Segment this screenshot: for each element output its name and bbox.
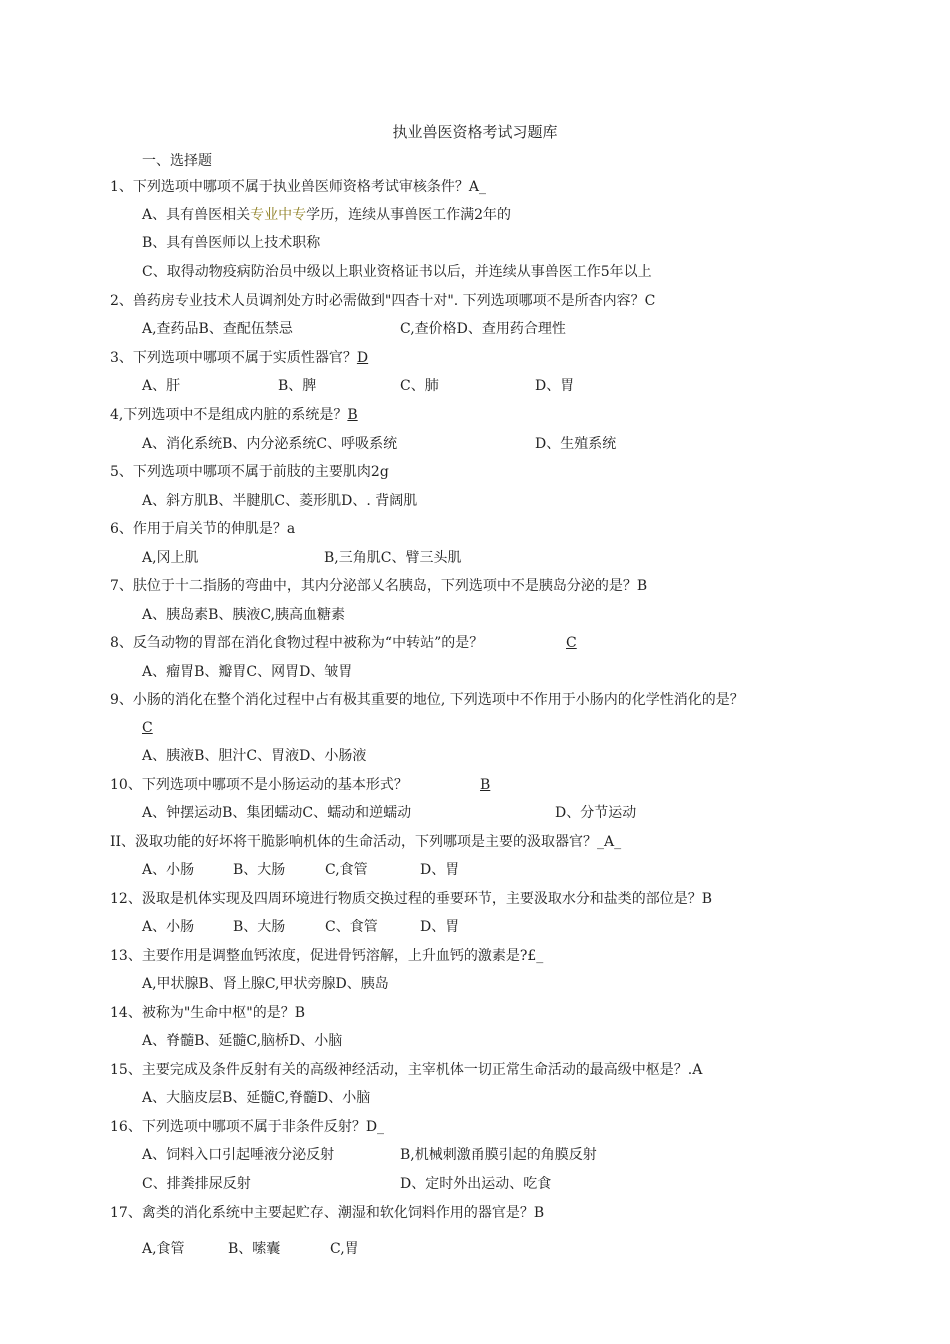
- option-d: D、胃: [420, 862, 460, 878]
- option-a: A,食管: [142, 1241, 185, 1257]
- question-text: 4,下列选项中不是组成内脏的系统是？: [110, 407, 348, 423]
- option-d: D、分节运动: [555, 805, 637, 821]
- question-3: [110, 348, 368, 368]
- question-11: II、汲取功能的好坏将干脆影响机体的生命活动，下列哪项是主要的汲取器官？_A_: [110, 834, 622, 850]
- option-b: B、具有兽医师以上技术职称: [142, 235, 321, 251]
- option-a: A、肝: [142, 378, 181, 394]
- option-group: A、斜方肌B、半腱肌C、菱形肌D、. 背阔肌: [142, 493, 418, 509]
- question-8: [110, 633, 483, 653]
- question-text: 3、下列选项中哪项不属于实质性器官？: [110, 350, 357, 366]
- option-c: C、取得动物疫病防治员中级以上职业资格证书以后，并连续从事兽医工作5年以上: [142, 264, 652, 280]
- option-group: A、胰液B、胆汁C、胃液D、小肠液: [142, 748, 367, 764]
- question-14: 14、被称为"生命中枢"的是？B: [110, 1005, 305, 1021]
- option-c: C、排粪排尿反射: [142, 1176, 251, 1192]
- question-5: 5、下列选项中哪项不属于前肢的主要肌肉2g: [110, 464, 389, 480]
- option-a: A、饲料入口引起唾液分泌反射: [142, 1147, 335, 1163]
- option-text: A、具有兽医相关: [142, 207, 251, 223]
- question-12: 12、汲取是机体实现及四周环境进行物质交换过程的垂要环节，主要汲取水分和盐类的部位是？B: [110, 891, 713, 907]
- option-group: A、钟摆运动B、集团蠕动C、蠕动和逆蠕动: [142, 805, 412, 821]
- option-c: C、食管: [325, 919, 378, 935]
- option-b: B、大肠: [233, 919, 286, 935]
- question-4: [110, 405, 358, 425]
- question-text: 8、反刍动物的胃部在消化食物过程中被称为“中转站”的是？: [110, 635, 484, 651]
- option-a: A、小肠: [142, 919, 195, 935]
- option-b: B、嗦囊: [228, 1241, 281, 1257]
- option-group: A、消化系统B、内分泌系统C、呼吸系统: [142, 436, 398, 452]
- answer-mark: C: [566, 635, 577, 651]
- option-group: A、胰岛素B、胰液C,胰高血糖素: [142, 607, 346, 623]
- option-group: A、瘤胃B、瓣胃C、网胃D、皱胃: [142, 664, 353, 680]
- question-15: 15、主要完成及条件反射有关的高级神经活动，主宰机体一切正常生命活动的最高级中枢是？.A: [110, 1062, 703, 1078]
- question-2: 2、兽药房专业技术人员调剂处方时必需做到"四杳十对". 下列选项哪项不是所杳内容？C: [110, 293, 656, 309]
- question-17: 17、禽类的消化系统中主要起贮存、潮湿和软化饲料作用的器官是？B: [110, 1205, 545, 1221]
- option-b: B、大肠: [233, 862, 286, 878]
- option-d: D、胃: [535, 378, 575, 394]
- page-title: 执业兽医资格考试习题库: [392, 123, 558, 141]
- answer-mark: C: [142, 720, 153, 736]
- option-group: C,查价格D、查用药合理性: [400, 321, 566, 337]
- option-d: D、胃: [420, 919, 460, 935]
- option-group: A、大脑皮层B、延髓C,脊髓D、小脑: [142, 1090, 371, 1106]
- section-heading: 一、选择题: [142, 153, 212, 169]
- question-13: 13、主要作用是调整血钙浓度，促进骨钙溶解，上升血钙的激素是?£_: [110, 948, 544, 964]
- option-group: A、脊髓B、延髓C,脑桥D、小脑: [142, 1033, 343, 1049]
- question-7: 7、肤位于十二指肠的弯曲中，其内分泌部乂名胰岛，下列选项中不是胰岛分泌的是？B: [110, 578, 648, 594]
- option-group: A,查药品B、查配伍禁忌: [142, 321, 293, 337]
- option-group: B,三角肌C、臂三头肌: [324, 550, 462, 566]
- option-text-highlight: 专业中专: [250, 207, 307, 223]
- answer-mark: D: [356, 350, 369, 366]
- option-c: C,食管: [325, 862, 368, 878]
- question-10: 10、下列选项中哪项不是小肠运动的基本形式？: [110, 777, 408, 793]
- option-text: 学历，连续从事兽医工作满2年的: [306, 207, 512, 223]
- question-16: 16、下列选项中哪项不属于非条件反射？D_: [110, 1119, 385, 1135]
- option-c: C、肺: [400, 378, 439, 394]
- option-d: D、定时外出运动、吃食: [400, 1176, 552, 1192]
- option-b: B、脾: [278, 378, 317, 394]
- question-1: 1、下列选项中哪项不属于执业兽医师资格考试审核条件？A_: [110, 179, 487, 195]
- option-line: [142, 205, 511, 225]
- option-d: D、生殖系统: [535, 436, 617, 452]
- answer-mark: B: [480, 777, 491, 793]
- option-b: B,机械刺激甬膜引起的角膜反射: [400, 1147, 597, 1163]
- option-c: C,胃: [330, 1241, 359, 1257]
- answer-mark: B: [347, 407, 358, 423]
- question-6: 6、作用于肩关节的伸肌是？a: [110, 521, 296, 537]
- option-group: A,甲状腺B、肾上腺C,甲状旁腺D、胰岛: [142, 976, 389, 992]
- option-a: A、小肠: [142, 862, 195, 878]
- question-9: 9、小肠的消化在整个消化过程中占有极其重要的地位, 下列选项中不作用于小肠内的化学性消化的是？: [110, 692, 744, 708]
- option-a: A,冈上肌: [142, 550, 199, 566]
